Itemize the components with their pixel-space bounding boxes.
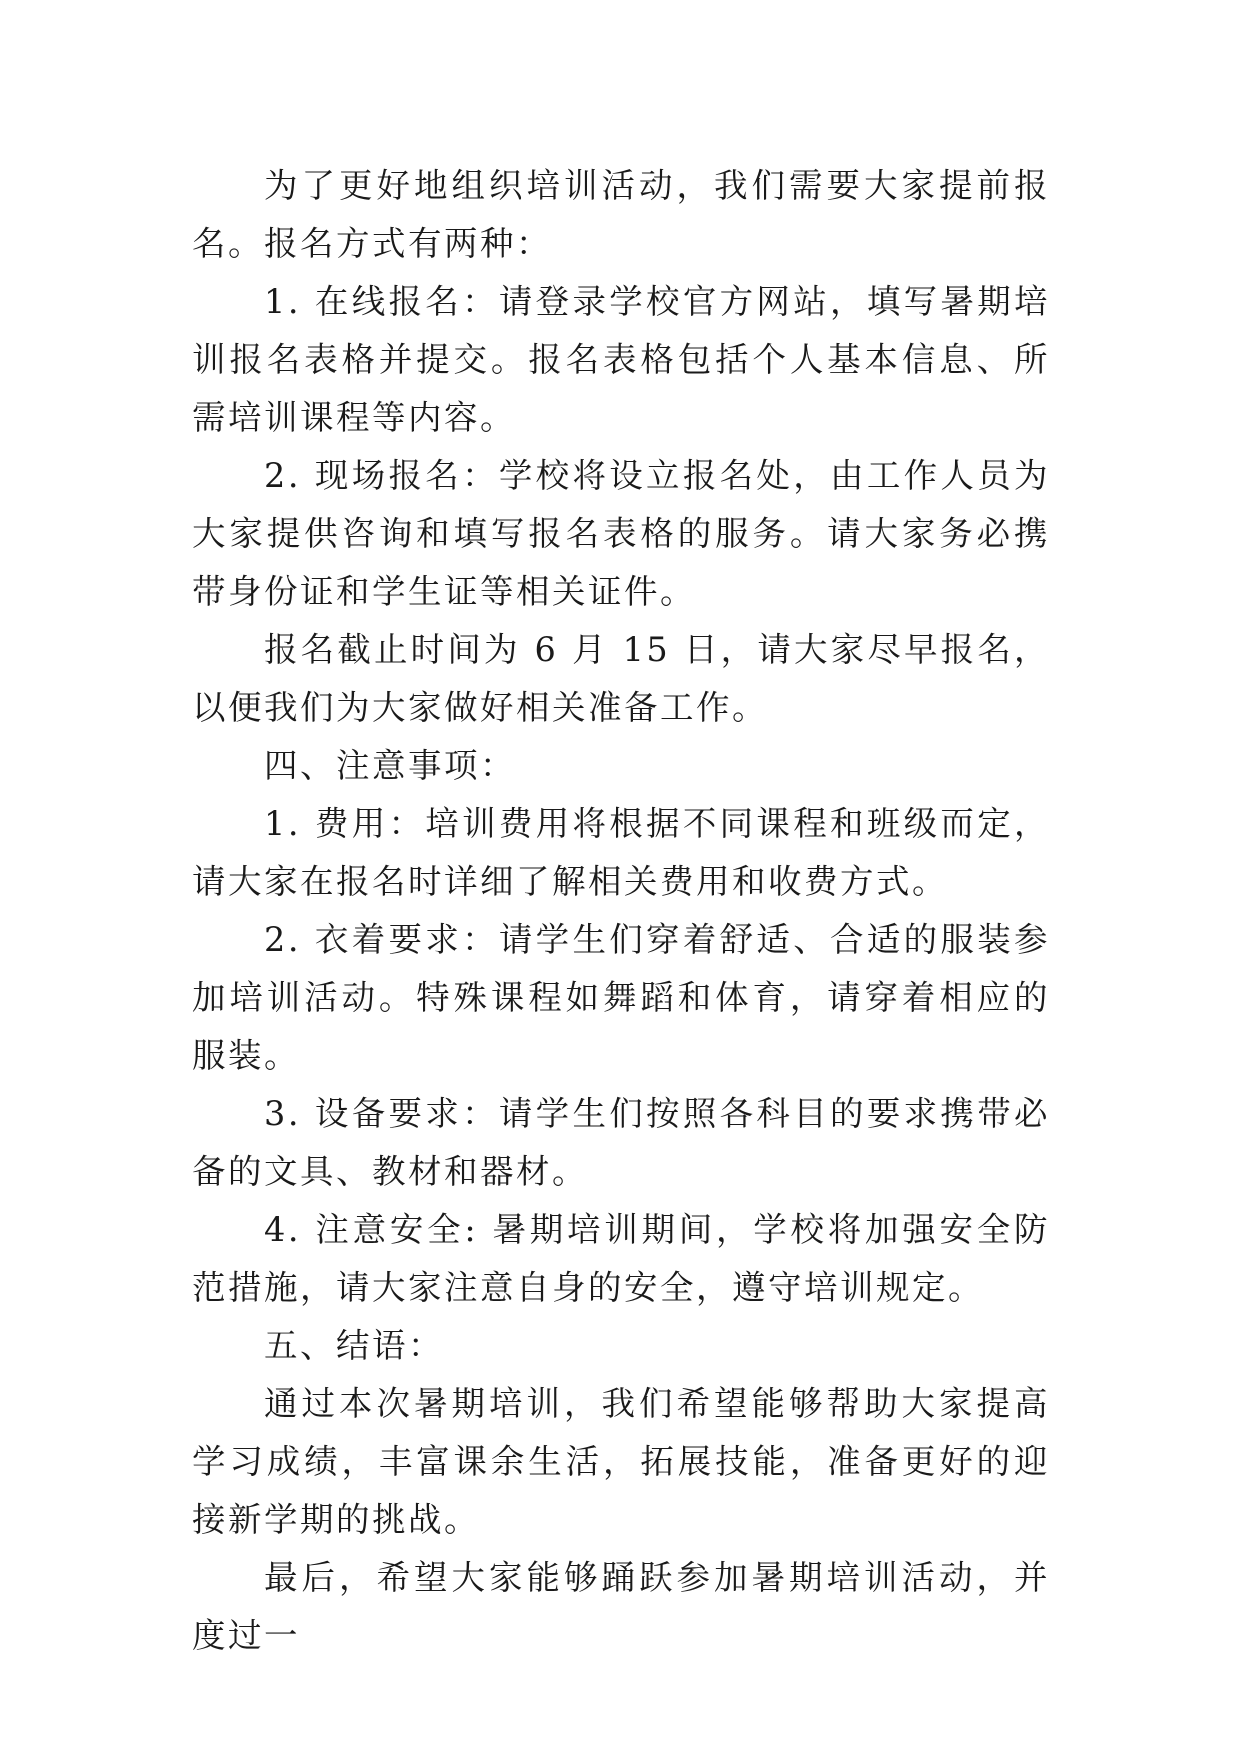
document-body — [192, 157, 1050, 1665]
paragraph-equipment: 3. 设备要求：请学生们按照各科目的要求携带必备的文具、教材和器材。 — [192, 1094, 1050, 1191]
paragraph-onsite-registration: 2. 现场报名：学校将设立报名处，由工作人员为大家提供咨询和填写报名表格的服务。请大家务必携带身份证和学生证等相关证件。 — [192, 456, 1050, 611]
paragraph-registration-intro: 为了更好地组织培训活动，我们需要大家提前报名。报名方式有两种： — [192, 166, 1050, 263]
section-heading-notes: 四、注意事项： — [264, 746, 517, 785]
paragraph-safety: 4. 注意安全: 暑期培训期间，学校将加强安全防范措施，请大家注意自身的安全，遵守培训规定。 — [192, 1210, 1050, 1307]
paragraph-closing: 最后，希望大家能够踊跃参加暑期培训活动，并度过一 — [192, 1558, 1050, 1655]
paragraph-online-registration: 1. 在线报名：请登录学校官方网站，填写暑期培训报名表格并提交。报名表格包括个人基本信息、所需培训课程等内容。 — [192, 282, 1050, 437]
paragraph-conclusion: 通过本次暑期培训，我们希望能够帮助大家提高学习成绩，丰富课余生活，拓展技能，准备更好的迎接新学期的挑战。 — [192, 1384, 1050, 1539]
section-heading-conclusion: 五、结语： — [264, 1326, 445, 1365]
paragraph-dress-code: 2. 衣着要求：请学生们穿着舒适、合适的服装参加培训活动。特殊课程如舞蹈和体育，请穿着相应的服装。 — [192, 920, 1050, 1075]
paragraph-registration-deadline: 报名截止时间为 6 月 15 日，请大家尽早报名，以便我们为大家做好相关准备工作。 — [192, 630, 1050, 727]
paragraph-fees: 1. 费用：培训费用将根据不同课程和班级而定，请大家在报名时详细了解相关费用和收费方式。 — [192, 804, 1050, 901]
